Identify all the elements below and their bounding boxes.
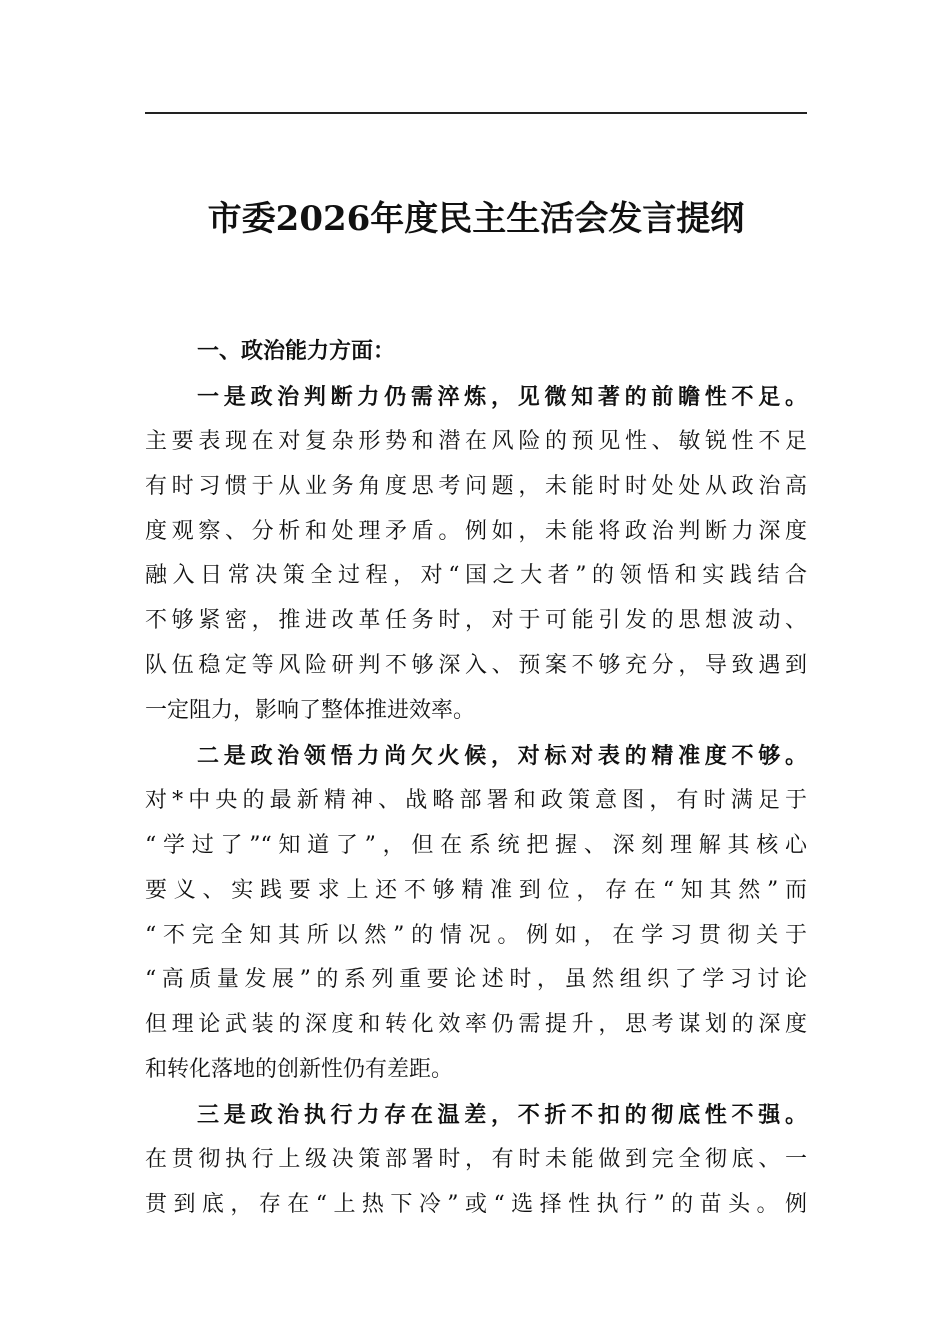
- paragraph-lead: 一是政治判断力仍需淬炼，见微知著的前瞻性不足。: [197, 383, 807, 410]
- paragraph-2: [145, 734, 807, 1093]
- paragraph-line: 和转化落地的创新性仍有差距。: [145, 1057, 454, 1083]
- section-heading: 一、政治能力方面：: [197, 339, 396, 364]
- paragraph-line: 度观察、分析和处理矛盾。例如，未能将政治判断力深度: [145, 518, 807, 544]
- paragraph-line: 一定阻力，影响了整体推进效率。: [145, 698, 476, 724]
- paragraph-lead: 三是政治执行力存在温差，不折不扣的彻底性不强。: [197, 1102, 807, 1129]
- paragraph-line: 队伍稳定等风险研判不够深入、预案不够充分，导致遇到: [145, 653, 807, 679]
- paragraph-line: “高质量发展”的系列重要论述时，虽然组织了学习讨论: [145, 967, 807, 993]
- paragraph-line: 融入日常决策全过程，对“国之大者”的领悟和实践结合: [145, 563, 807, 589]
- paragraph-line: 有时习惯于从业务角度思考问题，未能时时处处从政治高: [145, 473, 807, 499]
- paragraph-line: 要义、实践要求上还不够精准到位，存在“知其然”而: [145, 877, 807, 903]
- paragraph-line: “学过了”“知道了”，但在系统把握、深刻理解其核心: [145, 832, 807, 858]
- document-body: [145, 330, 807, 1228]
- paragraph-line: 对*中央的最新精神、战略部署和政策意图，有时满足于: [145, 787, 807, 813]
- paragraph-line: 在贯彻执行上级决策部署时，有时未能做到完全彻底、一: [145, 1147, 807, 1173]
- paragraph-lead: 二是政治领悟力尚欠火候，对标对表的精准度不够。: [197, 743, 807, 770]
- paragraph-line: 主要表现在对复杂形势和潜在风险的预见性、敏锐性不足: [145, 428, 807, 454]
- document-title: 市委2026年度民主生活会发言提纲: [207, 199, 745, 239]
- header-rule: [145, 112, 807, 114]
- paragraph-3: [145, 1093, 807, 1228]
- paragraph-line: 贯到底，存在“上热下冷”或“选择性执行”的苗头。例: [145, 1191, 807, 1217]
- paragraph-line: 不够紧密，推进改革任务时，对于可能引发的思想波动、: [145, 608, 807, 634]
- paragraph-line: 但理论武装的深度和转化效率仍需提升，思考谋划的深度: [145, 1012, 807, 1038]
- paragraph-1: [145, 375, 807, 734]
- paragraph-line: “不完全知其所以然”的情况。例如，在学习贯彻关于: [145, 922, 807, 948]
